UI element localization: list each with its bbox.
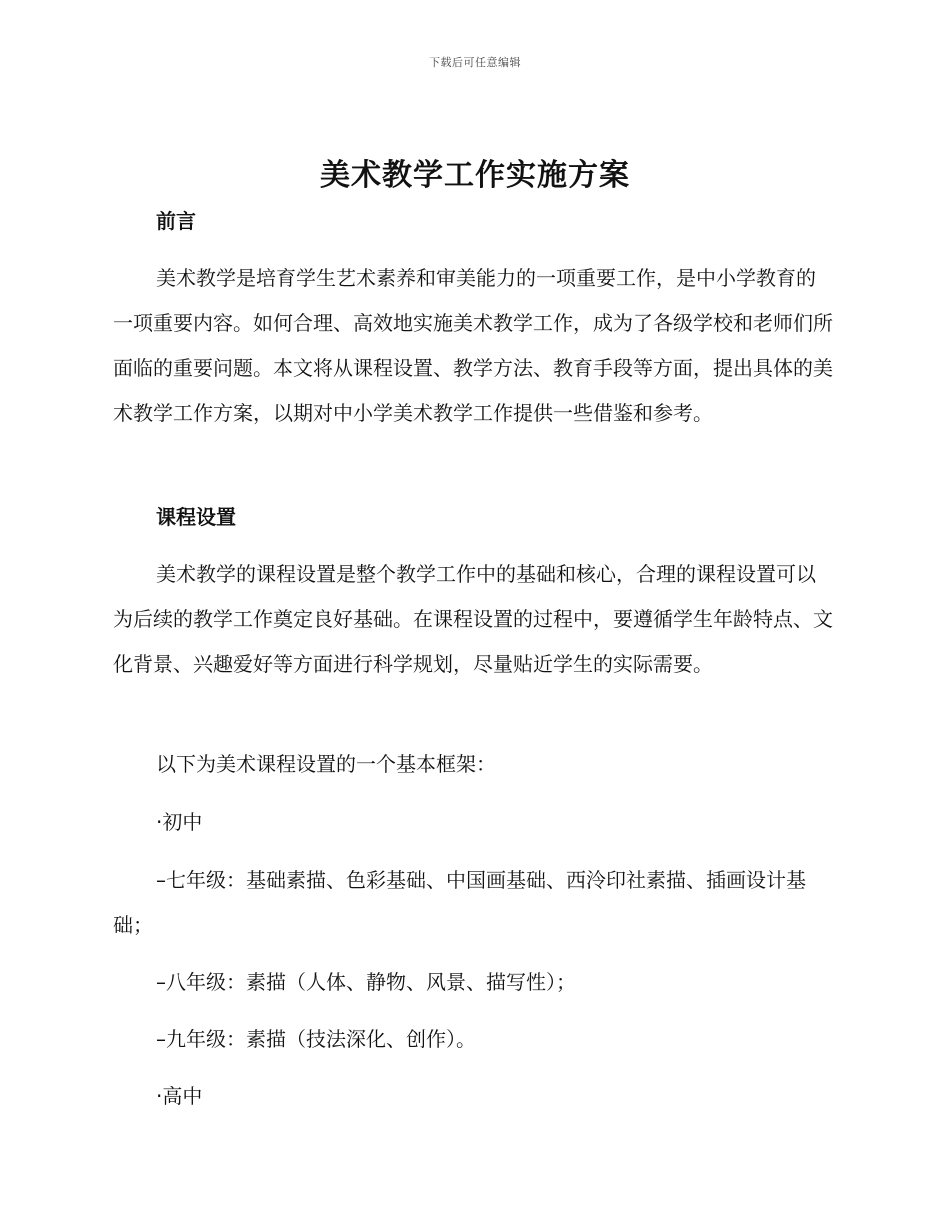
intro-paragraph: 美术教学是培育学生艺术素养和审美能力的一项重要工作，是中小学教育的一项重要内容。如何合理、高效地实施美术教学工作，成为了各级学校和老师们所面临的重要问题。本文将从课程设置、教学方法、教育手段等方面，提出具体的美术教学工作方案，以期对中小学美术教学工作提供一些借鉴和参考。 — [113, 266, 833, 425]
list-item-high-school: ·高中 — [156, 1084, 203, 1108]
list-item-grade7: –七年级：基础素描、色彩基础、中国画基础、西泠印社素描、插画设计基础； — [113, 868, 806, 937]
list-item-middle-school: ·初中 — [156, 810, 203, 834]
page-header-note: 下载后可任意编辑 — [429, 56, 521, 69]
section-heading-curriculum: 课程设置 — [156, 505, 236, 529]
document-title: 美术教学工作实施方案 — [320, 158, 630, 193]
framework-intro: 以下为美术课程设置的一个基本框架： — [156, 752, 496, 776]
curriculum-paragraph: 美术教学的课程设置是整个教学工作中的基础和核心，合理的课程设置可以为后续的教学工作奠定良好基础。在课程设置的过程中，要遵循学生年龄特点、文化背景、兴趣爱好等方面进行科学规划，尽量贴近学生的实际需要。 — [113, 562, 833, 676]
list-item-grade9: –九年级：素描（技法深化、创作）。 — [156, 1027, 476, 1051]
list-item-grade8: –八年级：素描（人体、静物、风景、描写性）； — [156, 970, 576, 994]
section-heading-intro: 前言 — [156, 209, 196, 233]
